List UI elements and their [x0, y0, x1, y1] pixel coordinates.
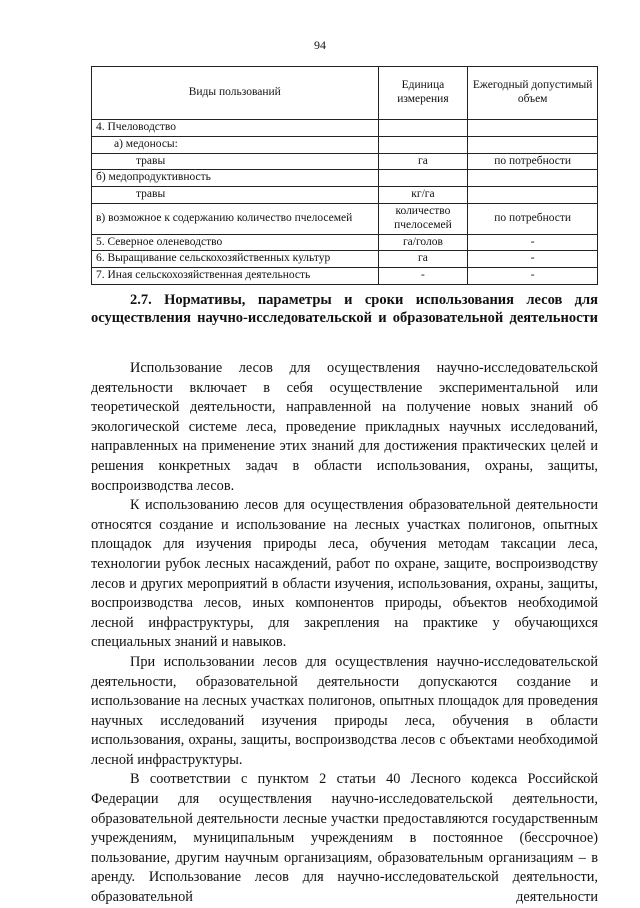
cell-volume [468, 187, 598, 204]
cell-volume [468, 120, 598, 137]
table-row [92, 170, 598, 187]
cell-unit [378, 120, 468, 137]
table-body [92, 120, 598, 285]
header-use-type: Виды пользований [92, 67, 379, 120]
section-body [91, 359, 598, 908]
paragraph-research-use: Использование лесов для осуществления научно-исследовательской деятельности включает в себя осуществление экспериментальной или теоретической деятельности, направленной на получение новых знаний об экологической системе леса, проведение прикладных научных исследований, направленных на применение этих знаний для достижения практических целей и решения конкретных задач в области использования, охраны, защиты, воспроизводства лесов. [91, 360, 598, 494]
table-row [92, 187, 598, 204]
cell-unit: га [378, 153, 468, 170]
cell-unit: га/голов [378, 234, 468, 251]
header-unit: Единица измерения [378, 67, 468, 120]
table-row [92, 120, 598, 137]
table-header-row [92, 67, 598, 120]
table-row [92, 234, 598, 251]
cell-unit: количество пчелосемей [378, 203, 468, 234]
cell-use-type: 5. Северное оленеводство [92, 234, 379, 251]
cell-volume: по потребности [468, 153, 598, 170]
section-heading-text: 2.7. Нормативы, параметры и сроки использования лесов для осуществления научно-исследовательской и образовательной деятельности [91, 292, 598, 326]
cell-volume: - [468, 268, 598, 285]
cell-use-type: 6. Выращивание сельскохозяйственных культур [92, 251, 379, 268]
cell-use-type: травы [92, 153, 379, 170]
cell-use-type: 4. Пчеловодство [92, 120, 379, 137]
table-row [92, 251, 598, 268]
forest-use-table [91, 66, 598, 285]
paragraph-permitted-objects: При использовании лесов для осуществления научно-исследовательской деятельности, образовательной деятельности допускаются создание и использование на лесных участках полигонов, опытных площадок для проведения научных исследований изучения природы леса, обучения в области использования, охраны, защиты, воспроизводства лесов с объектами необходимой лесной инфраструктуры. [91, 653, 598, 768]
cell-unit: га [378, 251, 468, 268]
section-heading [91, 291, 598, 327]
cell-use-type: б) медопродуктивность [92, 170, 379, 187]
cell-unit: кг/га [378, 187, 468, 204]
cell-use-type: а) медоносы: [92, 136, 379, 153]
cell-use-type: травы [92, 187, 379, 204]
cell-volume: - [468, 234, 598, 251]
paragraph-legal-basis: В соответствии с пунктом 2 статьи 40 Лесного кодекса Российской Федерации для осуществления научно-исследовательской деятельности, образовательной деятельности лесные участки предоставляются государственным учреждениям, муниципальным учреждениям в постоянное (бессрочное) пользование, другим научным организациям, образовательным организациям – в аренду. Использование лесов для научно-исследовательской деятельности, образовательной деятельности [91, 771, 598, 906]
cell-use-type: в) возможное к содержанию количество пчелосемей [92, 203, 379, 234]
table-row [92, 268, 598, 285]
cell-use-type: 7. Иная сельскохозяйственная деятельность [92, 268, 379, 285]
cell-volume [468, 170, 598, 187]
cell-unit [378, 136, 468, 153]
cell-unit: - [378, 268, 468, 285]
header-annual-volume: Ежегодный допустимый объем [468, 67, 598, 120]
cell-volume: - [468, 251, 598, 268]
paragraph-educational-use: К использованию лесов для осуществления образовательной деятельности относятся создание и использование на лесных участках полигонов, опытных площадок для изучения природы леса, обучения методам таксации леса, технологии рубок лесных насаждений, работ по охране, защите, воспроизводству лесов и других мероприятий в области изучения, использования, охраны, защиты, воспроизводства лесов, иных компонентов природы, объектов необходимой лесной инфраструктуры, для закрепления на практике у обучающихся специальных знаний и навыков. [91, 497, 598, 651]
table-row [92, 136, 598, 153]
table-row [92, 203, 598, 234]
page-number: 94 [314, 38, 326, 52]
cell-volume [468, 136, 598, 153]
cell-volume: по потребности [468, 203, 598, 234]
table-row [92, 153, 598, 170]
cell-unit [378, 170, 468, 187]
